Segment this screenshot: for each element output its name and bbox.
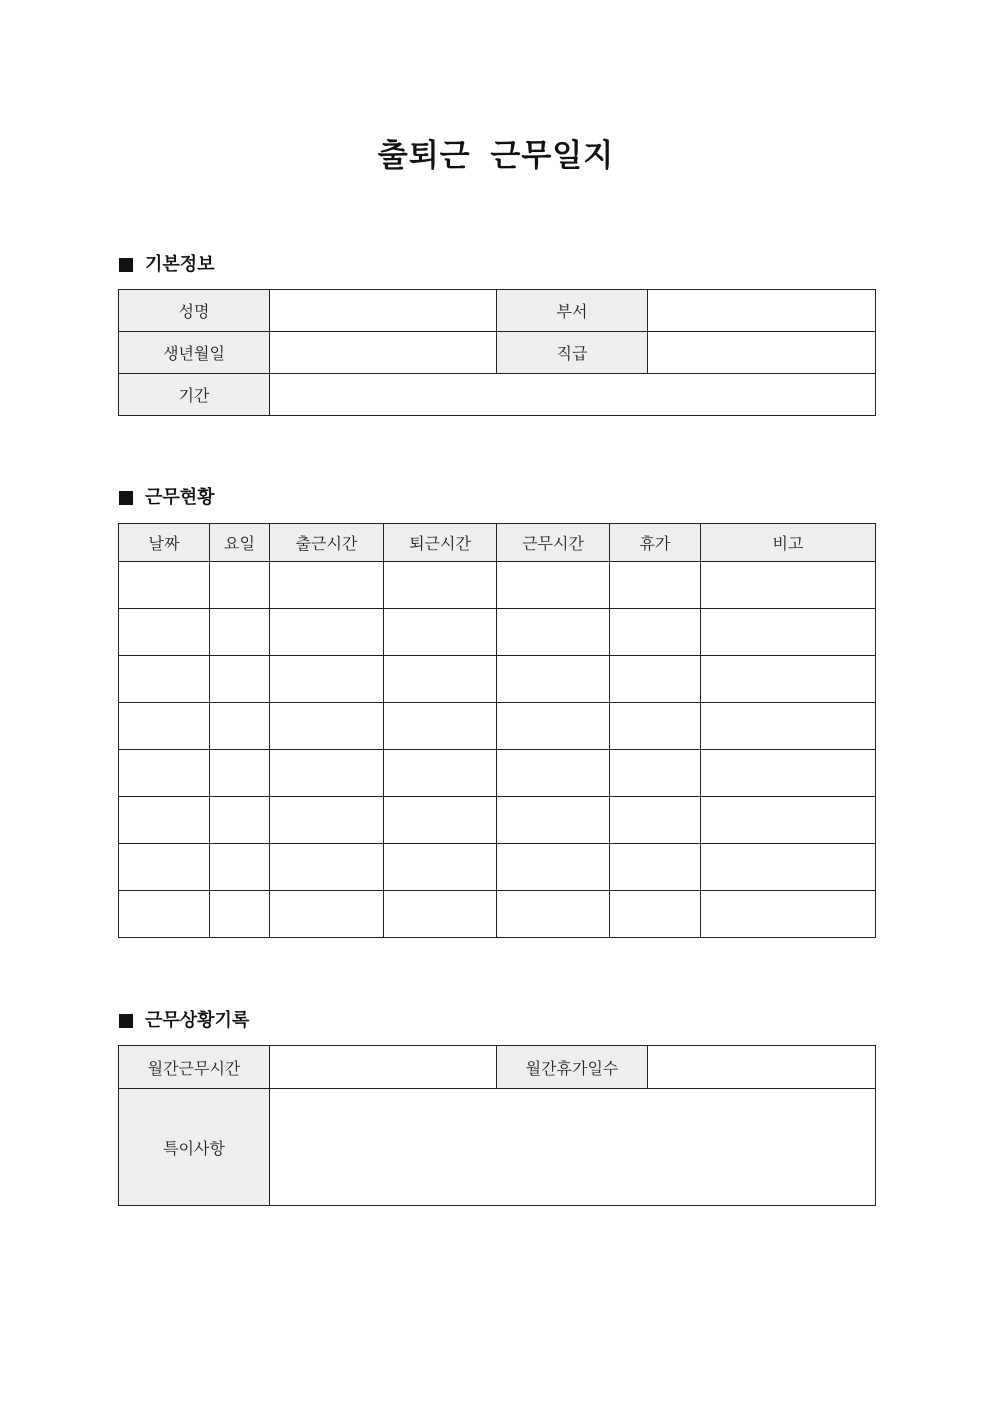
basic-info-table xyxy=(118,289,876,416)
remarks-field[interactable] xyxy=(270,1089,876,1206)
work-hours-cell[interactable] xyxy=(497,844,610,891)
table-row xyxy=(119,797,876,844)
work-hours-cell[interactable] xyxy=(497,562,610,609)
basic-info-heading-text: 기본정보 xyxy=(145,254,215,275)
clock-out-cell[interactable] xyxy=(384,797,497,844)
period-label: 기간 xyxy=(119,374,270,416)
clock-out-cell[interactable] xyxy=(384,562,497,609)
birthdate-label: 생년월일 xyxy=(119,332,270,374)
table-row xyxy=(119,656,876,703)
weekday-cell[interactable] xyxy=(210,562,270,609)
department-field[interactable] xyxy=(648,290,876,332)
square-bullet-icon xyxy=(119,491,133,505)
clock-out-cell[interactable] xyxy=(384,891,497,938)
notes-cell[interactable] xyxy=(701,844,876,891)
work-record-table xyxy=(118,1045,876,1206)
date-cell[interactable] xyxy=(119,562,210,609)
leave-cell[interactable] xyxy=(610,703,701,750)
notes-cell[interactable] xyxy=(701,703,876,750)
leave-cell[interactable] xyxy=(610,750,701,797)
date-cell[interactable] xyxy=(119,797,210,844)
leave-cell[interactable] xyxy=(610,844,701,891)
notes-cell[interactable] xyxy=(701,609,876,656)
date-cell[interactable] xyxy=(119,609,210,656)
leave-cell[interactable] xyxy=(610,609,701,656)
table-row xyxy=(119,750,876,797)
column-header-weekday: 요일 xyxy=(210,524,270,562)
basic-info-row xyxy=(119,374,876,416)
work-status-table xyxy=(118,523,876,938)
weekday-cell[interactable] xyxy=(210,797,270,844)
clock-out-cell[interactable] xyxy=(384,844,497,891)
leave-cell[interactable] xyxy=(610,891,701,938)
basic-info-heading xyxy=(119,253,215,277)
weekday-cell[interactable] xyxy=(210,656,270,703)
monthly-hours-field[interactable] xyxy=(270,1046,497,1089)
date-cell[interactable] xyxy=(119,656,210,703)
square-bullet-icon xyxy=(119,1014,133,1028)
table-row xyxy=(119,609,876,656)
basic-info-row xyxy=(119,290,876,332)
work-record-heading xyxy=(119,1009,249,1033)
birthdate-field[interactable] xyxy=(270,332,497,374)
date-cell[interactable] xyxy=(119,703,210,750)
department-label: 부서 xyxy=(497,290,648,332)
remarks-label: 특이사항 xyxy=(119,1089,270,1206)
work-status-header-row xyxy=(119,524,876,562)
date-cell[interactable] xyxy=(119,891,210,938)
clock-in-cell[interactable] xyxy=(270,797,384,844)
work-record-heading-text: 근무상황기록 xyxy=(145,1010,250,1031)
column-header-notes: 비고 xyxy=(701,524,876,562)
table-row xyxy=(119,891,876,938)
clock-out-cell[interactable] xyxy=(384,703,497,750)
work-record-row xyxy=(119,1046,876,1089)
clock-out-cell[interactable] xyxy=(384,750,497,797)
weekday-cell[interactable] xyxy=(210,703,270,750)
clock-out-cell[interactable] xyxy=(384,656,497,703)
clock-in-cell[interactable] xyxy=(270,656,384,703)
square-bullet-icon xyxy=(119,258,133,272)
column-header-date: 날짜 xyxy=(119,524,210,562)
leave-cell[interactable] xyxy=(610,797,701,844)
monthly-hours-label: 월간근무시간 xyxy=(119,1046,270,1089)
monthly-leave-field[interactable] xyxy=(648,1046,876,1089)
weekday-cell[interactable] xyxy=(210,750,270,797)
date-cell[interactable] xyxy=(119,750,210,797)
document-title: 출퇴근 근무일지 xyxy=(377,138,615,174)
work-status-heading xyxy=(119,486,215,510)
notes-cell[interactable] xyxy=(701,562,876,609)
clock-in-cell[interactable] xyxy=(270,609,384,656)
leave-cell[interactable] xyxy=(610,656,701,703)
weekday-cell[interactable] xyxy=(210,891,270,938)
clock-in-cell[interactable] xyxy=(270,703,384,750)
notes-cell[interactable] xyxy=(701,750,876,797)
work-hours-cell[interactable] xyxy=(497,703,610,750)
column-header-clock-out: 퇴근시간 xyxy=(384,524,497,562)
period-field[interactable] xyxy=(270,374,876,416)
monthly-leave-label: 월간휴가일수 xyxy=(497,1046,648,1089)
notes-cell[interactable] xyxy=(701,797,876,844)
notes-cell[interactable] xyxy=(701,891,876,938)
clock-in-cell[interactable] xyxy=(270,562,384,609)
work-hours-cell[interactable] xyxy=(497,891,610,938)
leave-cell[interactable] xyxy=(610,562,701,609)
table-row xyxy=(119,703,876,750)
name-label: 성명 xyxy=(119,290,270,332)
work-status-heading-text: 근무현황 xyxy=(145,487,215,508)
work-hours-cell[interactable] xyxy=(497,750,610,797)
table-row xyxy=(119,844,876,891)
column-header-clock-in: 출근시간 xyxy=(270,524,384,562)
name-field[interactable] xyxy=(270,290,497,332)
clock-in-cell[interactable] xyxy=(270,750,384,797)
clock-in-cell[interactable] xyxy=(270,891,384,938)
position-field[interactable] xyxy=(648,332,876,374)
table-row xyxy=(119,562,876,609)
column-header-leave: 휴가 xyxy=(610,524,701,562)
work-hours-cell[interactable] xyxy=(497,609,610,656)
work-record-row xyxy=(119,1089,876,1206)
date-cell[interactable] xyxy=(119,844,210,891)
work-hours-cell[interactable] xyxy=(497,656,610,703)
weekday-cell[interactable] xyxy=(210,844,270,891)
clock-in-cell[interactable] xyxy=(270,844,384,891)
column-header-work-hours: 근무시간 xyxy=(497,524,610,562)
clock-out-cell[interactable] xyxy=(384,609,497,656)
work-hours-cell[interactable] xyxy=(497,797,610,844)
weekday-cell[interactable] xyxy=(210,609,270,656)
position-label: 직급 xyxy=(497,332,648,374)
basic-info-row xyxy=(119,332,876,374)
notes-cell[interactable] xyxy=(701,656,876,703)
